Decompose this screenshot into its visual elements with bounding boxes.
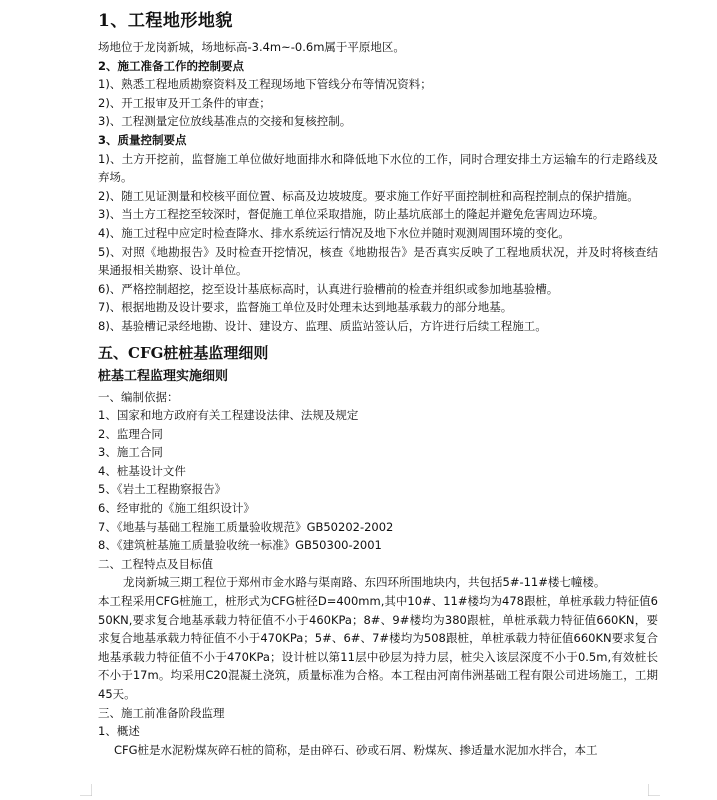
quality-item-7: 7)、根据地勘及设计要求，监督施工单位及时处理未达到地基承载力的部分地基。 <box>98 300 513 315</box>
quality-item-4: 4)、施工过程中应定时检查降水、排水系统运行情况及地下水位并随时观测周围环境的变化。 <box>98 225 570 240</box>
prep-item-3: 3)、工程测量定位放线基准点的交接和复核控制。 <box>98 114 352 129</box>
basis-item-7: 7、《地基与基础工程施工质量验收规范》GB50202-2002 <box>98 519 394 534</box>
page-corner-mark-left <box>80 784 92 796</box>
prep-stage-heading: 三、施工前准备阶段监理 <box>98 705 225 720</box>
features-paragraph-1: 龙岗新城三期工程位于郑州市金水路与渠南路、东四环所围地块内，共包括5#-11#楼七幢楼。 <box>123 575 606 590</box>
chapter-5-heading: 五、CFG桩桩基监理细则 <box>98 343 269 362</box>
page-corner-mark-right <box>648 784 660 796</box>
prep-item-1: 1)、熟悉工程地质勘察资料及工程现场地下管线分布等情况资料； <box>98 77 432 92</box>
section-2-heading: 2、施工准备工作的控制要点 <box>98 58 245 73</box>
features-paragraph-2: 本工程采用CFG桩施工，桩形式为CFG桩径D=400mm,其中10#、11#楼均为478跟桩，单桩承载力特征值650KN,要求复合地基承载力特征值不小于460KPa；8#、9#楼均为380跟桩，单桩承载力特征值660KN，要求复合地基承载力特征值不小于470KPa；5#、6#、7#楼均为508跟桩，单桩承载力特征值660KN要求复合地基承载力特征值不小于470KPa；设计桩以第11层中砂层为持力层，桩尖入该层深度不小于0.5m,有效桩长不小于17m。均采用C20混凝土浇筑，质量标准为合格。本工程由河南伟洲基础工程有限公司进场施工，工期45天。 <box>98 594 658 701</box>
basis-item-2: 2、监理合同 <box>98 426 163 441</box>
basis-item-3: 3、施工合同 <box>98 445 163 460</box>
quality-item-1: 1)、土方开挖前，监督施工单位做好地面排水和降低地下水位的工作，同时合理安排土方运输车的行走路线及弃场。 <box>98 151 658 185</box>
basis-item-5: 5、《岩土工程勘察报告》 <box>98 482 227 497</box>
basis-item-4: 4、桩基设计文件 <box>98 463 186 478</box>
basis-item-8: 8、《建筑桩基施工质量验收统一标准》GB50300-2001 <box>98 538 382 553</box>
prep-item-2: 2)、开工报审及开工条件的审查； <box>98 95 271 110</box>
overview-paragraph: CFG桩是水泥粉煤灰碎石桩的简称，是由碎石、砂或石屑、粉煤灰、掺适量水泥加水拌合，本工 <box>114 742 598 757</box>
section-1-heading: 1、工程地形地貌 <box>98 11 233 31</box>
quality-item-6: 6)、严格控制超挖，挖至设计基底标高时，认真进行验槽前的检查并组织或参加地基验槽。 <box>98 281 559 296</box>
section-3-heading: 3、质量控制要点 <box>98 132 187 147</box>
document-page <box>98 8 658 759</box>
basis-heading: 一、编制依据： <box>98 389 179 404</box>
quality-item-8: 8)、基验槽记录经地勘、设计、建设方、监理、质监站签认后，方许进行后续工程施工。 <box>98 318 547 333</box>
overview-heading: 1、概述 <box>98 724 140 739</box>
basis-item-1: 1、国家和地方政府有关工程建设法律、法规及规定 <box>98 408 359 423</box>
terrain-text: 场地位于龙岗新城，场地标高-3.4m~-0.6m属于平原地区。 <box>98 40 405 54</box>
features-heading: 二、工程特点及目标值 <box>98 556 213 571</box>
quality-item-5: 5)、对照《地勘报告》及时检查开挖情况，核查《地勘报告》是否真实反映了工程地质状况，并及时将核查结果通报相关勘察、设计单位。 <box>98 244 658 278</box>
quality-item-2: 2)、随工见证测量和校核平面位置、标高及边坡坡度。要求施工作好平面控制桩和高程控制点的保护措施。 <box>98 188 639 203</box>
basis-item-6: 6、经审批的《施工组织设计》 <box>98 501 255 516</box>
quality-item-3: 3)、当土方工程挖至较深时，督促施工单位采取措施，防止基坑底部土的隆起并避免危害周边环境。 <box>98 207 605 222</box>
chapter-5-subtitle: 桩基工程监理实施细则 <box>98 368 229 384</box>
